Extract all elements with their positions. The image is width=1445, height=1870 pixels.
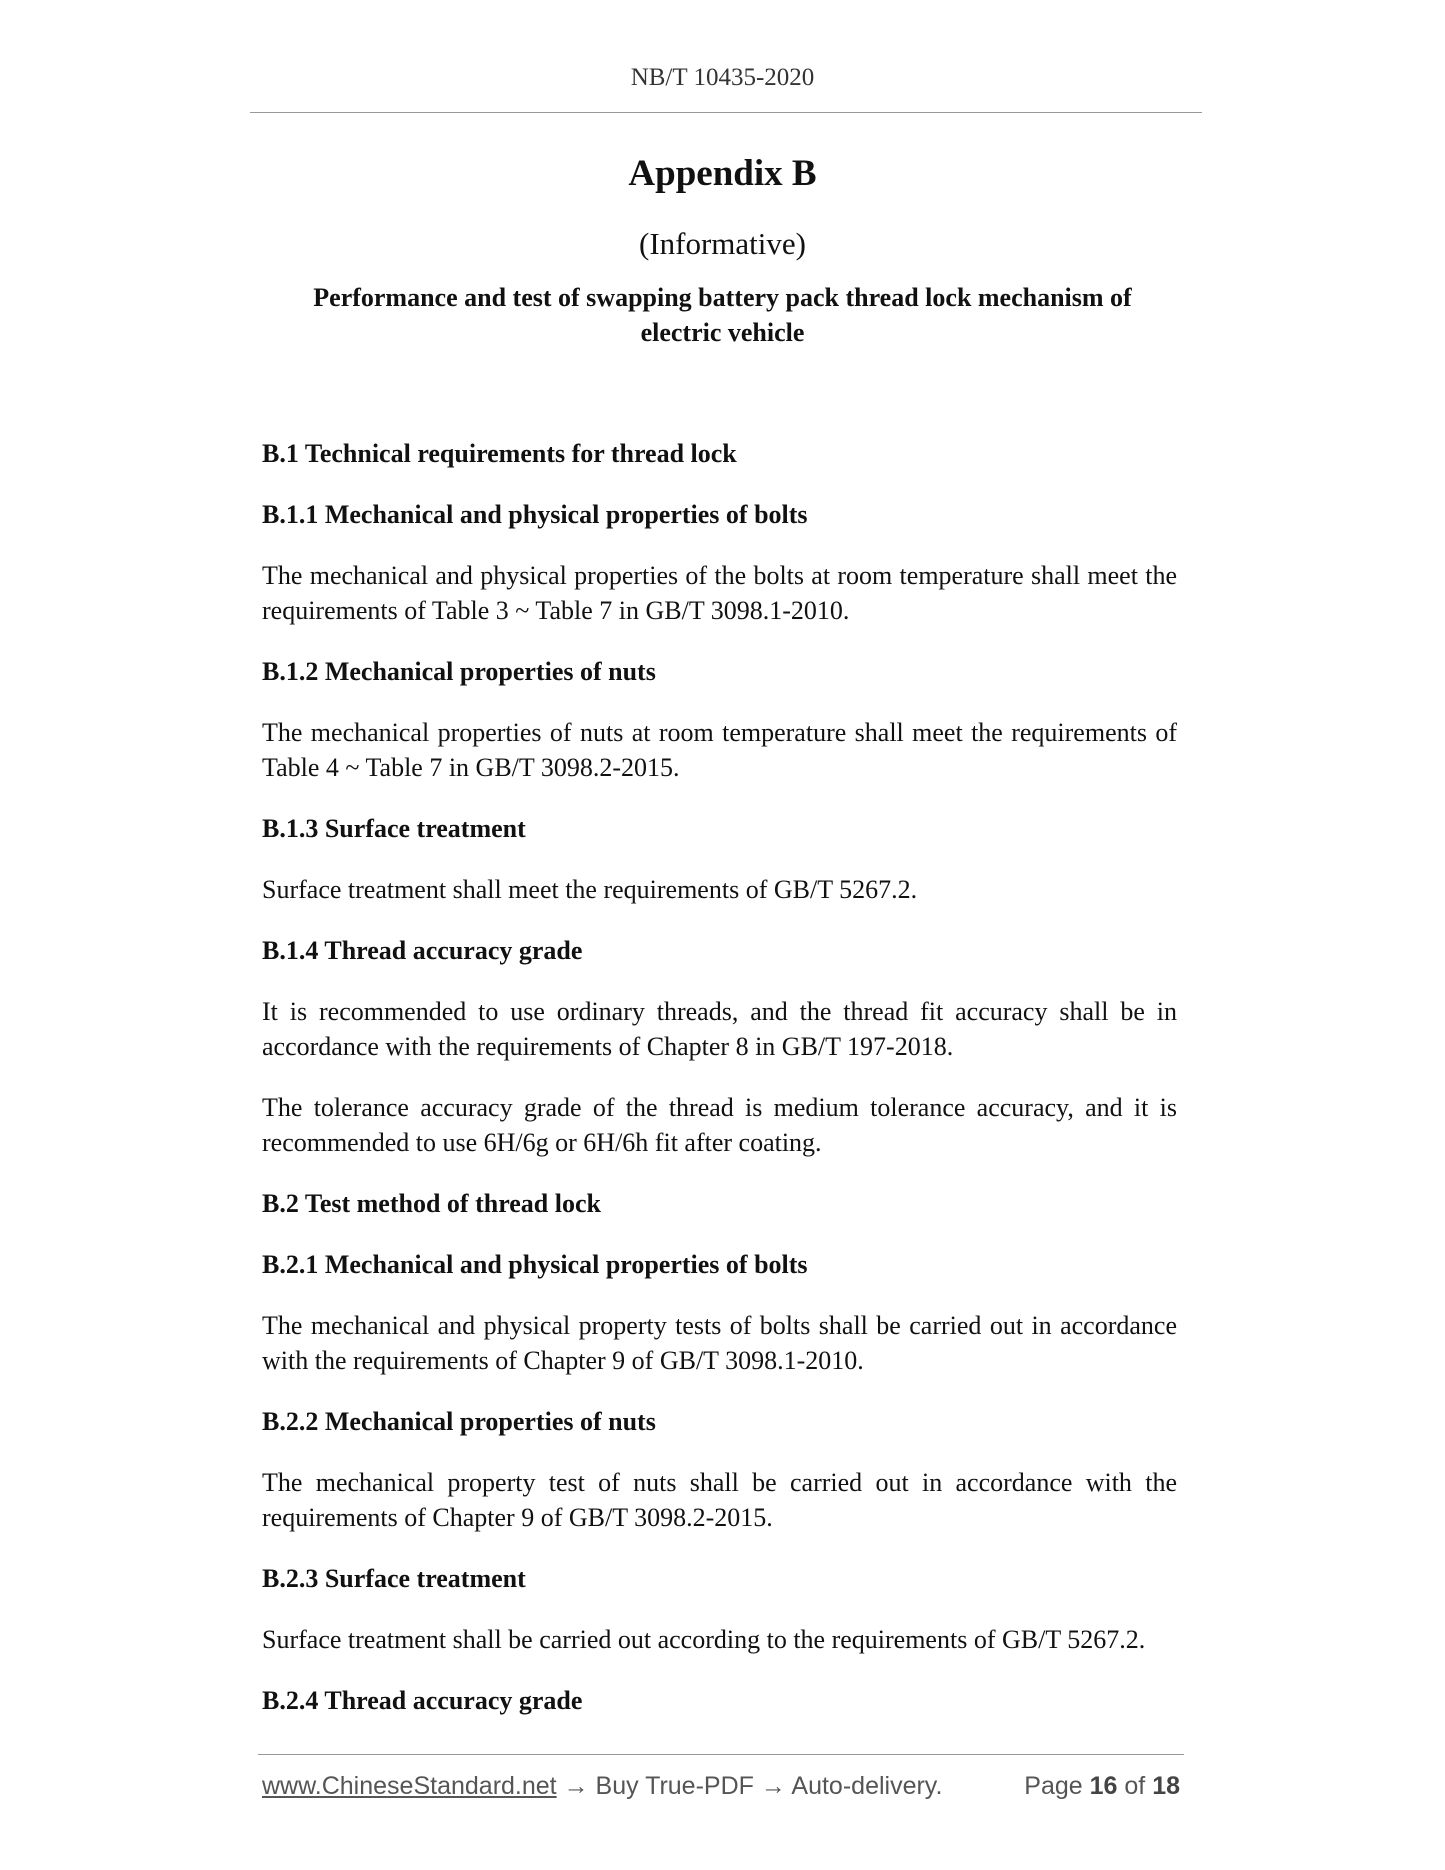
- appendix-title: Appendix B: [628, 153, 817, 194]
- appendix-heading: [280, 280, 1165, 350]
- paragraph: The mechanical properties of nuts at room temperature shall meet the requirements of Table 4 ~ Table 7 in GB/T 3098.2-2015.: [262, 718, 1177, 782]
- section-heading: B.1.2 Mechanical properties of nuts: [262, 657, 656, 686]
- paragraph: It is recommended to use ordinary threads, and the thread fit accuracy shall be in accordance with the requirements of Chapter 8 in GB/T 197-2018.: [262, 997, 1177, 1061]
- appendix-heading-line-1: Performance and test of swapping battery pack thread lock mechanism of: [313, 283, 1132, 312]
- page-label: Page: [1024, 1772, 1083, 1800]
- paragraph: Surface treatment shall be carried out according to the requirements of GB/T 5267.2.: [262, 1625, 1146, 1654]
- page-number: [1024, 1772, 1180, 1801]
- section-heading: B.2 Test method of thread lock: [262, 1189, 601, 1218]
- section-heading: B.2.2 Mechanical properties of nuts: [262, 1407, 656, 1436]
- section-heading: B.2.1 Mechanical and physical properties of bolts: [262, 1250, 808, 1279]
- document-body: [262, 436, 1177, 1744]
- paragraph: The mechanical property test of nuts shall be carried out in accordance with the requirements of Chapter 9 of GB/T 3098.2-2015.: [262, 1468, 1177, 1532]
- section-heading: B.1.3 Surface treatment: [262, 814, 526, 843]
- footer-promo: [262, 1772, 942, 1801]
- footer-promo-text: → Buy True-PDF → Auto-delivery.: [563, 1772, 943, 1800]
- section-heading: B.2.4 Thread accuracy grade: [262, 1686, 583, 1715]
- appendix-subtitle: (Informative): [639, 226, 806, 261]
- header-divider: [250, 112, 1202, 113]
- paragraph: The mechanical and physical property tests of bolts shall be carried out in accordance with the requirements of Chapter 9 of GB/T 3098.1-2010.: [262, 1311, 1177, 1375]
- paragraph: The mechanical and physical properties of the bolts at room temperature shall meet the requirements of Table 3 ~ Table 7 in GB/T 3098.1-2010.: [262, 561, 1177, 625]
- paragraph: Surface treatment shall meet the requirements of GB/T 5267.2.: [262, 875, 918, 904]
- section-heading: B.2.3 Surface treatment: [262, 1564, 526, 1593]
- paragraph: The tolerance accuracy grade of the thread is medium tolerance accuracy, and it is recommended to use 6H/6g or 6H/6h fit after coating.: [262, 1093, 1177, 1157]
- current-page: 16: [1089, 1772, 1118, 1800]
- appendix-heading-line-2: electric vehicle: [640, 318, 805, 347]
- site-link[interactable]: www.ChineseStandard.net: [262, 1772, 557, 1800]
- document-code-header: NB/T 10435-2020: [630, 64, 815, 91]
- of-label: of: [1124, 1772, 1146, 1800]
- page-footer: [262, 1772, 1180, 1806]
- total-pages: 18: [1152, 1772, 1180, 1800]
- section-heading: B.1.4 Thread accuracy grade: [262, 936, 583, 965]
- section-heading: B.1 Technical requirements for thread lock: [262, 439, 737, 468]
- footer-divider: [258, 1754, 1184, 1755]
- section-heading: B.1.1 Mechanical and physical properties of bolts: [262, 500, 808, 529]
